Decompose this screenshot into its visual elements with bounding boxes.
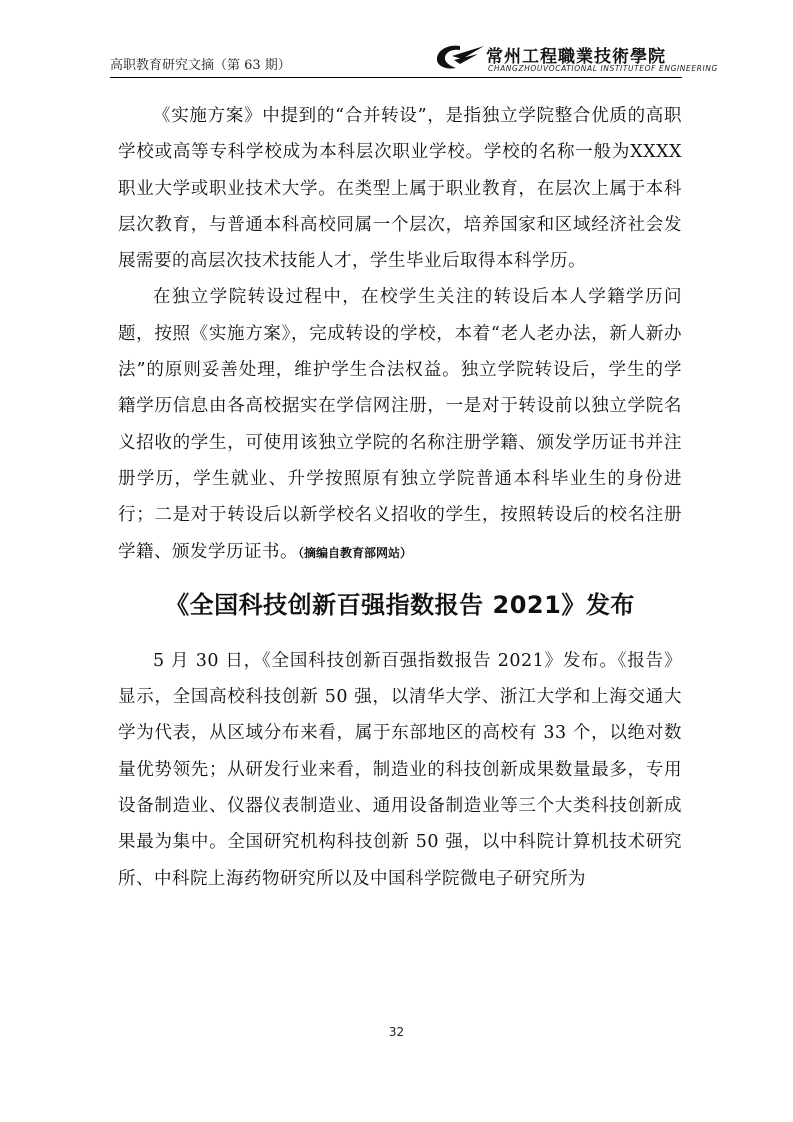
college-name-cn: 常州工程職業技術學院 xyxy=(486,47,666,67)
college-name-en: CHANGZHOUVOCATIONAL INSTITUTEOF ENGINEERING xyxy=(488,64,718,73)
header-divider xyxy=(110,77,682,78)
article1-paragraph xyxy=(118,279,682,570)
article1-paragraph-text: 在独立学院转设过程中，在校学生关注的转设后本人学籍学历问题，按照《实施方案》，完成转设的学校，本着“老人老办法，新人新办法”的原则妥善处理，维护学生合法权益。独立学院转设后，学生的学籍学历信息由各高校据实在学信网注册，一是对于转设前以独立学院名义招收的学生，可使用该独立学院的名称注册学籍、颁发学历证书并注册学历，学生就业、升学按照原有独立学院普通本科毕业生的身份进行；二是对于转设后以新学校名义招收的学生，按照转设后的校名注册学籍、颁发学历证书。 xyxy=(118,287,682,562)
source-note: （摘编自教育部网站） xyxy=(298,545,413,560)
article2-paragraph: 5 月 30 日，《全国科技创新百强指数报告 2021》发布。《报告》显示，全国高校科技创新 50 强，以清华大学、浙江大学和上海交通大学为代表，从区域分布来看，属于东部地区的高校有 33 个，以绝对数量优势领先；从研发行业来看，制造业的科技创新成果数量最多，专用设备制造业、仪器仪表制造业、通用设备制造业等三个大类科技创新成果最为集中。全国研究机构科技创新 50 强，以中科院计算机技术研究所、中科院上海药物研究所以及中国科学院微电子研究所为 xyxy=(118,650,682,889)
college-emblem-icon xyxy=(432,42,488,72)
college-logo xyxy=(432,42,718,74)
page-header xyxy=(110,40,718,76)
page-number: 32 xyxy=(388,1025,405,1039)
journal-issue-label: 高职教育研究文摘（第 63 期） xyxy=(110,58,291,73)
article1-paragraph: 《实施方案》中提到的“合并转设”，是指独立学院整合优质的高职学校或高等专科学校成为本科层次职业学校。学校的名称一般为XXXX职业大学或职业技术大学。在类型上属于职业教育，在层次上属于本科层次教育，与普通本科高校同属一个层次，培养国家和区域经济社会发展需要的高层次技术技能人才，学生毕业后取得本科学历。 xyxy=(118,106,682,272)
page-content xyxy=(118,98,682,897)
article2-title: 《全国科技创新百强指数报告 2021》发布 xyxy=(165,590,635,619)
